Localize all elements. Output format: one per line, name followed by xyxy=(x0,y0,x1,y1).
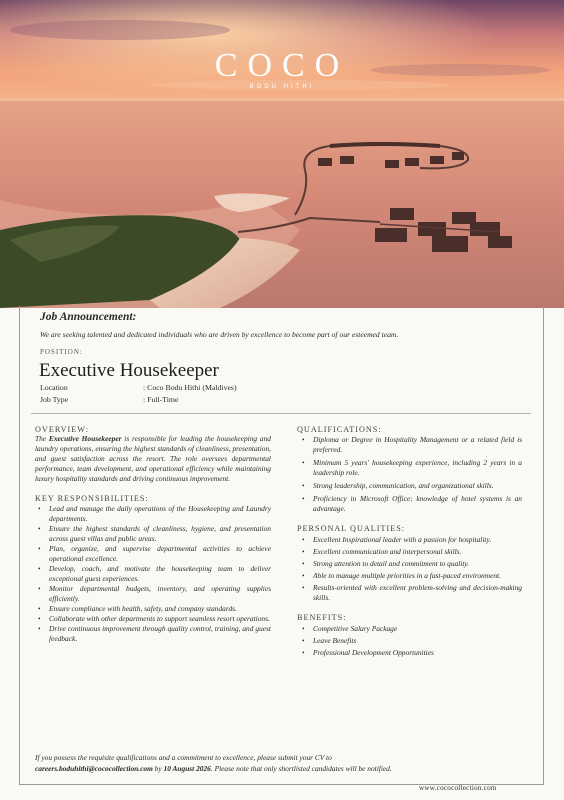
list-item: • Ensure compliance with health, safety, and company standards. xyxy=(49,604,271,614)
benefits-heading: BENEFITS: xyxy=(297,613,347,622)
overview-lead: The xyxy=(35,434,49,443)
list-item: • Able to manage multiple priorities in a fast-paced environment. xyxy=(313,571,522,581)
intro-text: We are seeking talented and dedicated individuals who are driven by excellence to become part of our esteemed team. xyxy=(40,330,399,339)
personal-qualities-list xyxy=(297,535,522,603)
location-label: Location xyxy=(40,383,68,392)
job-announcement-heading: Job Announcement: xyxy=(40,311,137,323)
list-item: • Competitive Salary Package xyxy=(313,624,522,634)
position-title: Executive Housekeeper xyxy=(39,360,219,381)
overview-text xyxy=(35,434,271,484)
list-item: • Ensure the highest standards of cleanliness, hygiene, and presentation across guest villas and public areas. xyxy=(49,524,271,544)
list-item: • Drive continuous improvement through quality control, training, and guest feedback. xyxy=(49,624,271,644)
left-column xyxy=(35,425,271,644)
jobtype-label: Job Type xyxy=(40,395,69,404)
brand-name: COCO xyxy=(214,47,350,84)
list-item: • Collaborate with other departments to support seamless resort operations. xyxy=(49,614,271,624)
right-column xyxy=(297,425,522,658)
overview-body: is responsible for leading the housekeeping and laundry operations, ensuring the highest standards of cleanliness, presentation, and guest satisfaction across the resort. The role oversees departmental performance, team development, and operational efficiency while maintaining luxury hospitality standards and driving continuous improvement. xyxy=(35,434,272,483)
section-divider xyxy=(31,413,531,414)
jobtype-value: : Full-Time xyxy=(143,395,179,404)
location-row xyxy=(40,383,237,392)
careers-email-link[interactable]: careers.boduhithi@cococollection.com xyxy=(35,763,153,773)
list-item: • Minimum 5 years' housekeeping experience, including 2 years in a leadership role. xyxy=(313,458,522,478)
location-value: : Coco Bodu Hithi (Maldives) xyxy=(143,383,237,392)
list-item: • Strong attention to detail and commitment to quality. xyxy=(313,559,522,569)
personal-qualities-heading: PERSONAL QUALITIES: xyxy=(297,524,406,533)
list-item: • Excellent Inspirational leader with a passion for hospitality. xyxy=(313,535,522,545)
overview-role: Executive Housekeeper xyxy=(48,434,122,443)
list-item: • Strong leadership, communication, and organizational skills. xyxy=(313,481,522,491)
list-item: • Leave Benefits xyxy=(313,636,522,646)
qualifications-heading: QUALIFICATIONS: xyxy=(297,425,382,434)
position-label: POSITION: xyxy=(40,348,83,356)
footer-by: by xyxy=(152,763,164,773)
list-item: • Excellent communication and interpersonal skills. xyxy=(313,547,522,557)
list-item: • Professional Development Opportunities xyxy=(313,648,522,658)
list-item: • Develop, coach, and motivate the housekeeping team to deliver exceptional guest experiences. xyxy=(49,564,271,584)
list-item: • Lead and manage the daily operations of the Housekeeping and Laundry departments. xyxy=(49,504,271,524)
responsibilities-list xyxy=(35,504,271,644)
footer-note: . Please note that only shortlisted candidates will be notified. xyxy=(210,763,392,773)
jobtype-row xyxy=(40,395,178,404)
list-item: • Results-oriented with excellent problem-solving and decision-making skills. xyxy=(313,583,522,603)
brand-subtitle: BODU HITHI xyxy=(249,84,315,90)
benefits-list xyxy=(297,624,522,658)
footer-line-2 xyxy=(35,764,505,775)
brand-logo xyxy=(0,48,564,90)
overview-heading: OVERVIEW: xyxy=(35,425,89,434)
list-item: • Proficiency in Microsoft Office; knowledge of hotel systems is an advantage. xyxy=(313,494,522,514)
application-instructions xyxy=(35,753,505,774)
qualifications-list xyxy=(297,435,522,514)
website-link[interactable]: www.cococollection.com xyxy=(419,784,497,792)
responsibilities-heading: KEY RESPONSIBILITIES: xyxy=(35,494,149,503)
list-item: • Plan, organize, and supervise departmental activities to achieve operational excellence. xyxy=(49,544,271,564)
list-item: • Monitor departmental budgets, inventory, and operating supplies efficiently. xyxy=(49,584,271,604)
list-item: • Diploma or Degree in Hospitality Management or a related field is preferred. xyxy=(313,435,522,455)
deadline-date: 10 August 2026 xyxy=(163,763,211,773)
footer-line-1: If you possess the requisite qualifications and a commitment to excellence, please submit your CV to xyxy=(35,753,332,762)
